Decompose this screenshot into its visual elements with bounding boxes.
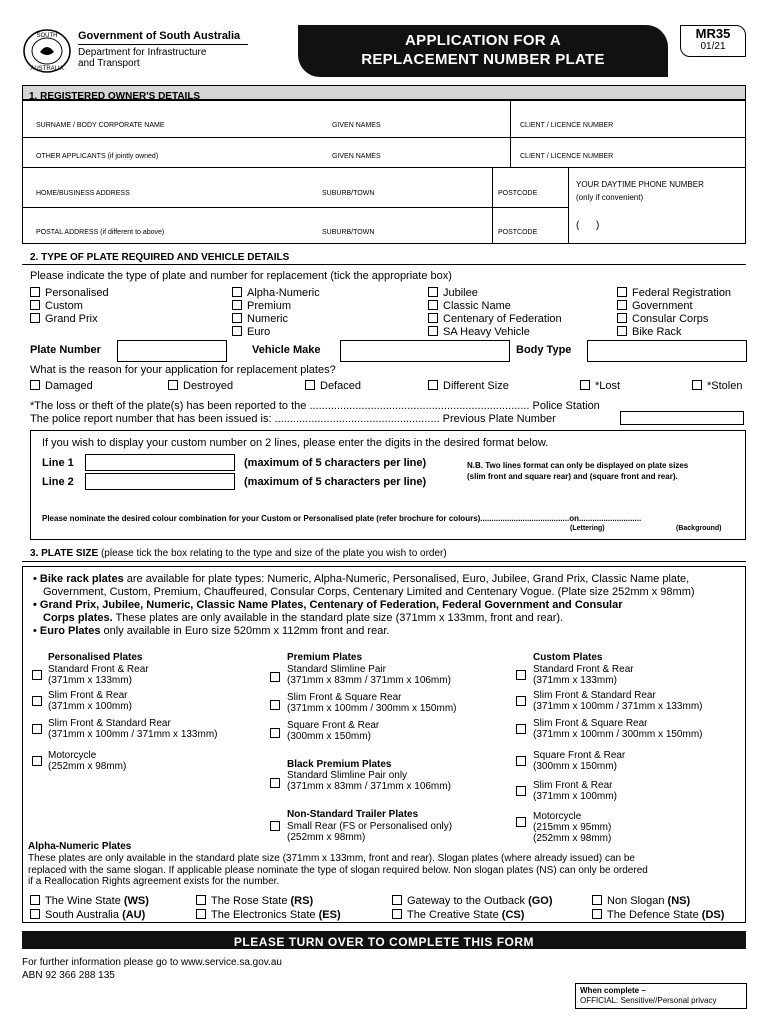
plate-number-input[interactable]: [117, 340, 227, 362]
postal-suburb-field[interactable]: SUBURB/TOWN: [322, 229, 375, 236]
checkbox[interactable]: [516, 817, 526, 827]
reason-question: What is the reason for your application for replacement plates?: [30, 364, 336, 376]
checkbox[interactable]: [270, 778, 280, 788]
checkbox[interactable]: [232, 300, 242, 310]
checkbox[interactable]: [516, 696, 526, 706]
section1-heading-bar: [22, 85, 746, 100]
section1-heading: 1. REGISTERED OWNER'S DETAILS: [29, 91, 201, 102]
other-given-names-field[interactable]: GIVEN NAMES: [332, 153, 381, 160]
logo-text-top: SOUTH: [36, 33, 58, 39]
turn-over-banner: [22, 931, 746, 949]
opt-consular[interactable]: Consular Corps: [617, 313, 731, 326]
other-client-number-field[interactable]: CLIENT / LICENCE NUMBER: [520, 153, 614, 160]
opt-numeric[interactable]: Numeric: [232, 313, 320, 326]
logo-text-bottom: AUSTRALIA: [30, 66, 64, 72]
title-banner: [298, 25, 668, 77]
postal-address-field[interactable]: POSTAL ADDRESS (if different to above): [36, 229, 165, 236]
dept-line2: and Transport: [78, 58, 140, 69]
line1-input[interactable]: [85, 454, 235, 471]
checkbox[interactable]: [232, 326, 242, 336]
body-type-input[interactable]: [587, 340, 747, 362]
title-line2: REPLACEMENT NUMBER PLATE: [361, 51, 605, 68]
black-premium-title: Black Premium Plates: [287, 759, 392, 770]
opt-euro[interactable]: Euro: [232, 326, 320, 339]
checkbox[interactable]: [196, 895, 206, 905]
slogan-ds[interactable]: The Defence State (DS): [592, 908, 724, 922]
checkbox[interactable]: [168, 380, 178, 390]
colour-nomination[interactable]: Please nominate the desired colour combination for your Custom or Personalised plate (refer brochure for colours)........................................on............................: [42, 514, 642, 523]
surname-field[interactable]: SURNAME / BODY CORPORATE NAME: [36, 122, 165, 129]
checkbox[interactable]: [305, 380, 315, 390]
dept-line1: Department for Infrastructure: [78, 47, 207, 58]
slogan-go[interactable]: Gateway to the Outback (GO): [392, 894, 553, 908]
plate-type-col2: [232, 287, 320, 339]
prem-slimline[interactable]: Standard Slimline Pair (371mm x 83mm / 371mm x 106mm): [270, 664, 451, 686]
cust-motorcycle[interactable]: Motorcycle (215mm x 95mm) (252mm x 98mm): [516, 811, 611, 844]
checkbox[interactable]: [270, 700, 280, 710]
trailer-title: Non-Standard Trailer Plates: [287, 809, 419, 820]
cust-slim-standard[interactable]: Slim Front & Standard Rear (371mm x 100mm / 371mm x 133mm): [516, 690, 703, 712]
checkbox[interactable]: [30, 895, 40, 905]
reason-damaged[interactable]: Damaged: [30, 380, 93, 392]
checkbox[interactable]: [592, 909, 602, 919]
pers-slim-standard[interactable]: Slim Front & Standard Rear (371mm x 100mm / 371mm x 133mm): [32, 718, 218, 740]
nb-line1: N.B. Two lines format can only be displayed on plate sizes: [467, 461, 689, 470]
phone-label: YOUR DAYTIME PHONE NUMBER: [576, 180, 704, 189]
opt-alpha-numeric[interactable]: Alpha-Numeric: [232, 287, 320, 300]
form-code-box: [680, 25, 746, 57]
slogan-rs[interactable]: The Rose State (RS): [196, 894, 341, 908]
pers-motorcycle[interactable]: Motorcycle (252mm x 98mm): [32, 750, 126, 772]
lettering-label: (Lettering): [570, 525, 605, 532]
plate-type-col4: [617, 287, 731, 339]
line2-max: (maximum of 5 characters per line): [244, 476, 427, 488]
phone-label-note: (only if convenient): [576, 193, 644, 202]
checkbox[interactable]: [592, 895, 602, 905]
gov-name: Government of South Australia: [78, 30, 241, 42]
line1-max: (maximum of 5 characters per line): [244, 457, 427, 469]
slogan-col4: [592, 894, 724, 922]
prem-square[interactable]: Square Front & Rear (300mm x 150mm): [270, 720, 379, 742]
cust-slim-square[interactable]: Slim Front & Square Rear (371mm x 100mm / 300mm x 150mm): [516, 718, 703, 740]
postal-postcode-field[interactable]: POSTCODE: [498, 229, 538, 236]
given-names-field[interactable]: GIVEN NAMES: [332, 122, 381, 129]
plate-type-col3: [428, 287, 562, 339]
checkbox[interactable]: [392, 909, 402, 919]
slogan-ws[interactable]: The Wine State (WS): [30, 894, 149, 908]
reason-stolen[interactable]: *Stolen: [692, 380, 742, 392]
reason-defaced[interactable]: Defaced: [305, 380, 361, 392]
reason-lost[interactable]: *Lost: [580, 380, 620, 392]
classification-box: [575, 983, 747, 1009]
checkbox[interactable]: [428, 380, 438, 390]
classification-line1: When complete –: [580, 986, 646, 995]
opt-sa-heavy[interactable]: SA Heavy Vehicle: [428, 326, 562, 339]
checkbox[interactable]: [232, 313, 242, 323]
opt-federal[interactable]: Federal Registration: [617, 287, 731, 300]
alpha-description: These plates are only available in the standard plate size (371mm x 133mm, front and rear). Slogan plates (where already issued) can be replaced with the same slogan. If applicable please nominate the type of slogan required below. Non slogan plates (NS) can only be ordered if a Reallocation Rights agreement exists for the number.: [28, 853, 648, 887]
opt-jubilee[interactable]: Jubilee: [428, 287, 562, 300]
checkbox[interactable]: [428, 313, 438, 323]
checkbox[interactable]: [580, 380, 590, 390]
checkbox[interactable]: [516, 756, 526, 766]
checkbox[interactable]: [30, 300, 40, 310]
plate-type-col1: [30, 287, 109, 326]
checkbox[interactable]: [196, 909, 206, 919]
previous-plate-input[interactable]: [620, 411, 744, 425]
form-date: 01/21: [700, 41, 726, 52]
checkbox[interactable]: [32, 756, 42, 766]
opt-personalised[interactable]: Personalised: [30, 287, 109, 300]
line1-label: Line 1: [42, 457, 74, 469]
phone-field[interactable]: ( ): [576, 220, 600, 231]
slogan-col1: [30, 894, 149, 922]
pers-standard[interactable]: Standard Front & Rear (371mm x 133mm): [32, 664, 149, 686]
checkbox[interactable]: [270, 672, 280, 682]
checkbox[interactable]: [232, 287, 242, 297]
opt-bike-rack[interactable]: Bike Rack: [617, 326, 731, 339]
black-slimline[interactable]: Standard Slimline Pair only (371mm x 83mm / 371mm x 106mm): [270, 770, 451, 792]
custom-title: Custom Plates: [533, 652, 603, 663]
checkbox[interactable]: [516, 670, 526, 680]
section3-heading: 3. PLATE SIZE (please tick the box relating to the type and size of the plate you wish to order): [30, 548, 447, 559]
home-postcode-field[interactable]: POSTCODE: [498, 190, 538, 197]
checkbox[interactable]: [617, 313, 627, 323]
checkbox[interactable]: [270, 821, 280, 831]
opt-government[interactable]: Government: [617, 300, 731, 313]
classification-line2: OFFICIAL: Sensitive//Personal privacy: [580, 996, 717, 1005]
personalised-title: Personalised Plates: [48, 652, 143, 663]
abn: ABN 92 366 288 135: [22, 970, 115, 981]
slogan-au[interactable]: South Australia (AU): [30, 908, 149, 922]
checkbox[interactable]: [270, 728, 280, 738]
other-applicants-field[interactable]: OTHER APPLICANTS (if jointly owned): [36, 153, 159, 160]
loss-report-line: *The loss or theft of the plate(s) has been reported to the ........................................................................ Police Station: [30, 400, 600, 412]
checkbox[interactable]: [32, 670, 42, 680]
checkbox[interactable]: [30, 380, 40, 390]
alpha-title: Alpha-Numeric Plates: [28, 841, 132, 852]
opt-premium[interactable]: Premium: [232, 300, 320, 313]
home-address-field[interactable]: HOME/BUSINESS ADDRESS: [36, 190, 130, 197]
line2-label: Line 2: [42, 476, 74, 488]
vehicle-make-input[interactable]: [340, 340, 510, 362]
slogan-col3: [392, 894, 553, 922]
body-type-label: Body Type: [516, 344, 572, 356]
checkbox[interactable]: [692, 380, 702, 390]
checkbox[interactable]: [30, 909, 40, 919]
checkbox[interactable]: [32, 696, 42, 706]
plate-number-label: Plate Number: [30, 344, 101, 356]
trailer-small-rear[interactable]: Small Rear (FS or Personalised only) (252mm x 98mm): [270, 821, 452, 843]
cust-slim[interactable]: Slim Front & Rear (371mm x 100mm): [516, 780, 617, 802]
cust-standard[interactable]: Standard Front & Rear (371mm x 133mm): [516, 664, 634, 686]
background-label: (Background): [676, 525, 722, 532]
opt-classic-name[interactable]: Classic Name: [428, 300, 562, 313]
checkbox[interactable]: [392, 895, 402, 905]
client-number-field[interactable]: CLIENT / LICENCE NUMBER: [520, 122, 614, 129]
nb-line2: (slim front and square rear) and (square front and rear).: [467, 472, 678, 481]
bike-rack-note: • Bike rack plates are available for plate types: Numeric, Alpha-Numeric, Personalised, Euro, Jubilee, Grand Prix, Classic Name plate, Government, Custom, Premium, Chauffeured, Consular Corps, Centenary Limited and Centenary Vogue. (Plate size 252mm x 98mm) • Grand Prix, Jubilee, Numeric, Classic Name Plates, Centenary of Federation, Federal Government and Consular Corps plates. These plates are only available in the standard plate size (371mm x 133mm, front and rear). • Euro Plates only available in Euro size 520mm x 112mm front and rear.: [33, 573, 695, 637]
custom-instruction: If you wish to display your custom number on 2 lines, please enter the digits in the desired format below.: [42, 437, 549, 449]
checkbox[interactable]: [428, 287, 438, 297]
slogan-ns[interactable]: Non Slogan (NS): [592, 894, 724, 908]
home-suburb-field[interactable]: SUBURB/TOWN: [322, 190, 375, 197]
title-line1: APPLICATION FOR A: [405, 32, 561, 49]
section2-heading: 2. TYPE OF PLATE REQUIRED AND VEHICLE DETAILS: [30, 252, 290, 263]
checkbox[interactable]: [32, 724, 42, 734]
form-code: MR35: [695, 26, 731, 41]
checkbox[interactable]: [617, 287, 627, 297]
opt-custom[interactable]: Custom: [30, 300, 109, 313]
checkbox[interactable]: [30, 287, 40, 297]
slogan-cs[interactable]: The Creative State (CS): [392, 908, 553, 922]
prem-slim-square[interactable]: Slim Front & Square Rear (371mm x 100mm / 300mm x 150mm): [270, 692, 457, 714]
checkbox[interactable]: [30, 313, 40, 323]
checkbox[interactable]: [516, 724, 526, 734]
gov-divider: [78, 44, 248, 45]
vehicle-make-label: Vehicle Make: [252, 344, 321, 356]
checkbox[interactable]: [617, 326, 627, 336]
checkbox[interactable]: [428, 300, 438, 310]
pers-slim[interactable]: Slim Front & Rear (371mm x 100mm): [32, 690, 132, 712]
sa-logo: [22, 28, 72, 74]
premium-title: Premium Plates: [287, 652, 363, 663]
checkbox[interactable]: [516, 786, 526, 796]
slogan-col2: [196, 894, 341, 922]
opt-grand-prix[interactable]: Grand Prix: [30, 313, 109, 326]
police-report-line: The police report number that has been issued is: ...................................................... Previous Plate Number: [30, 413, 556, 425]
reason-different-size[interactable]: Different Size: [428, 380, 509, 392]
checkbox[interactable]: [617, 300, 627, 310]
reason-destroyed[interactable]: Destroyed: [168, 380, 233, 392]
checkbox[interactable]: [428, 326, 438, 336]
opt-centenary[interactable]: Centenary of Federation: [428, 313, 562, 326]
turn-over-text: PLEASE TURN OVER TO COMPLETE THIS FORM: [233, 935, 535, 949]
plate-type-instruction: Please indicate the type of plate and number for replacement (tick the appropriate box): [30, 270, 452, 282]
line2-input[interactable]: [85, 473, 235, 490]
slogan-es[interactable]: The Electronics State (ES): [196, 908, 341, 922]
info-link[interactable]: For further information please go to www.service.sa.gov.au: [22, 957, 282, 968]
cust-square[interactable]: Square Front & Rear (300mm x 150mm): [516, 750, 625, 772]
